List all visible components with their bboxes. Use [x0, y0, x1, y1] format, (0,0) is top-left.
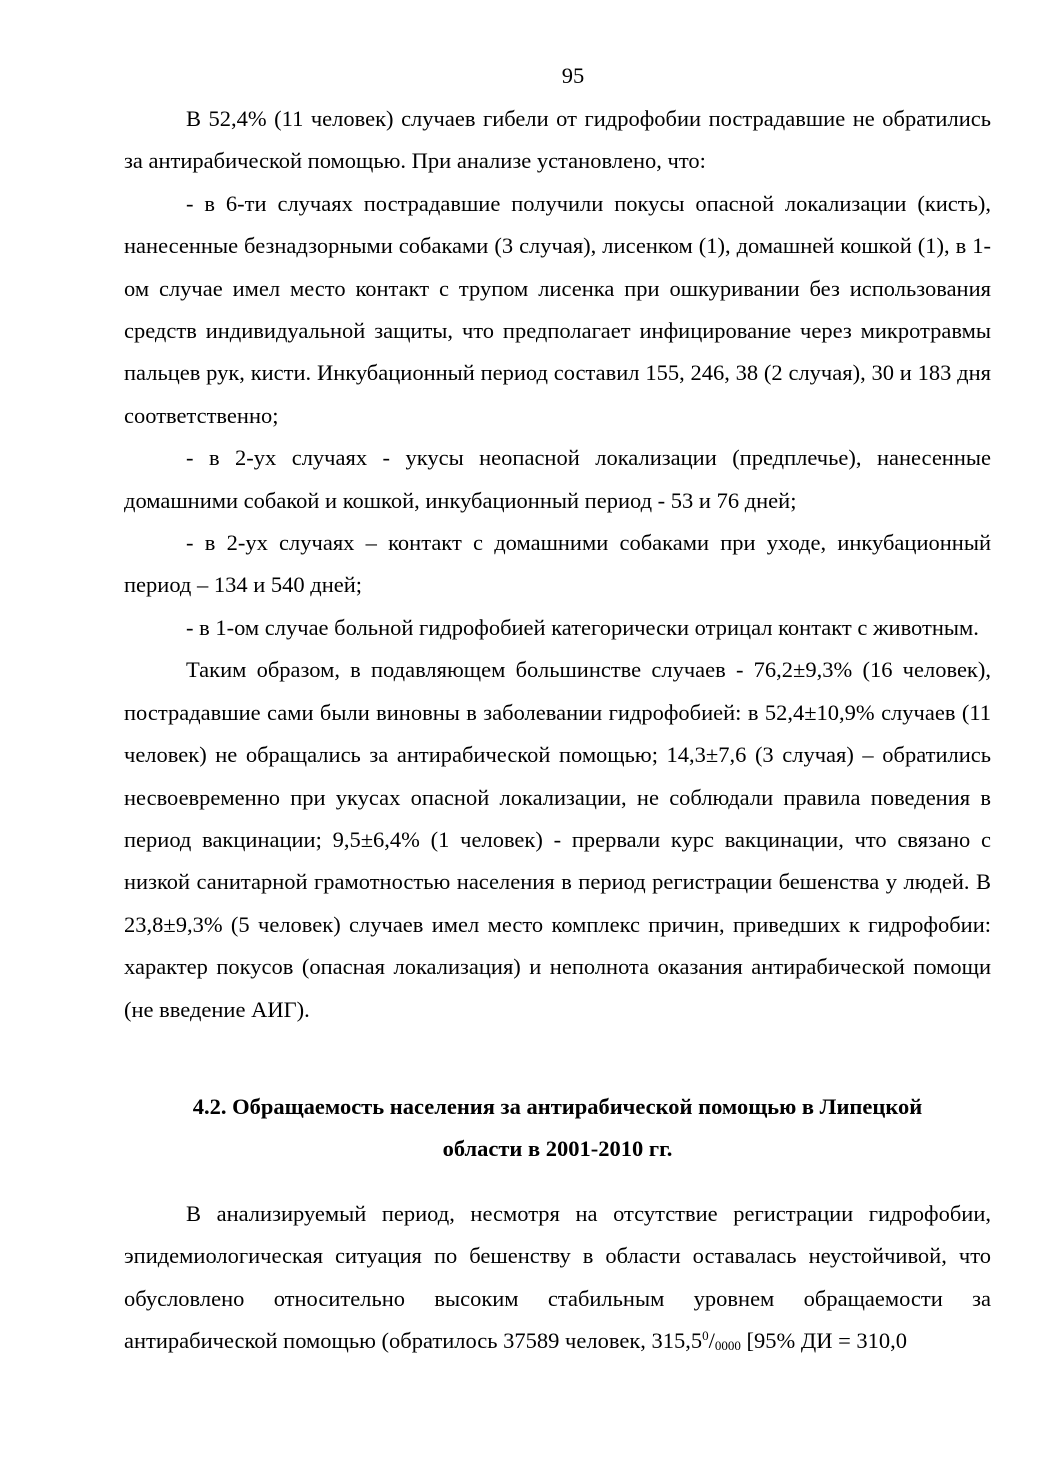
- fraction-slash: /: [708, 1328, 715, 1354]
- subscript-denominator: 0000: [714, 1338, 741, 1354]
- paragraph-4: - в 2-ух случаях – контакт с домашними собаками при уходе, инкубационный период – 134 и 540 дней;: [124, 530, 991, 598]
- paragraph-5: - в 1-ом случае больной гидрофобией категорически отрицал контакт с животным.: [186, 614, 979, 640]
- section-heading-line-2: области в 2001-2010 гг.: [442, 1136, 673, 1161]
- paragraph-7-text-end: [95% ДИ = 310,0: [740, 1328, 908, 1354]
- paragraph-7: [124, 1193, 991, 1363]
- paragraph-6: Таким образом, в подавляющем большинстве случаев - 76,2±9,3% (16 человек), пострадавшие сами были виновны в заболевании гидрофобией: в 52,4±10,9% случаев (11 человек) не обращались за антирабической помощью; 14,3±7,6 (3 случая) – обратились несвоевременно при укусах опасной локализации, не соблюдали правила поведения в период вакцинации; 9,5±6,4% (1 человек) - прервали курс вакцинации, что связано с низкой санитарной грамотностью населения в период регистрации бешенства у людей. В 23,8±9,3% (5 человек) случаев имел место комплекс причин, приведших к гидрофобии: характер покусов (опасная локализация) и неполнота оказания антирабической помощи (не введение АИГ).: [124, 657, 991, 1022]
- body-text-continued: [124, 1193, 991, 1363]
- superscript-zero: 0: [702, 1328, 709, 1344]
- section-heading-line-1: 4.2. Обращаемость населения за антирабической помощью в Липецкой: [192, 1094, 923, 1119]
- page-number: 95: [561, 63, 585, 88]
- paragraph-1: В 52,4% (11 человек) случаев гибели от гидрофобии пострадавшие не обратились за антирабической помощью. При анализе установлено, что:: [124, 106, 991, 174]
- section-heading: [124, 1086, 991, 1170]
- paragraph-7-text: В анализируемый период, несмотря на отсутствие регистрации гидрофобии, эпидемиологическая ситуация по бешенству в области оставалась неустойчивой, что обусловлено относительно высоким стабильным уровнем обращаемости за антирабической помощью (обратилось 37589 человек, 315,5: [124, 1201, 991, 1354]
- paragraph-3: - в 2-ух случаях - укусы неопасной локализации (предплечье), нанесенные домашними собакой и кошкой, инкубационный период - 53 и 76 дней;: [124, 445, 991, 513]
- body-text: [124, 98, 991, 1031]
- paragraph-2: - в 6-ти случаях пострадавшие получили покусы опасной локализации (кисть), нанесенные безнадзорными собаками (3 случая), лисенком (1), домашней кошкой (1), в 1-ом случае имел место контакт с трупом лисенка при ошкуривании без использования средств индивидуальной защиты, что предполагает инфицирование через микротравмы пальцев рук, кисти. Инкубационный период составил 155, 246, 38 (2 случая), 30 и 183 дня соответственно;: [124, 190, 991, 428]
